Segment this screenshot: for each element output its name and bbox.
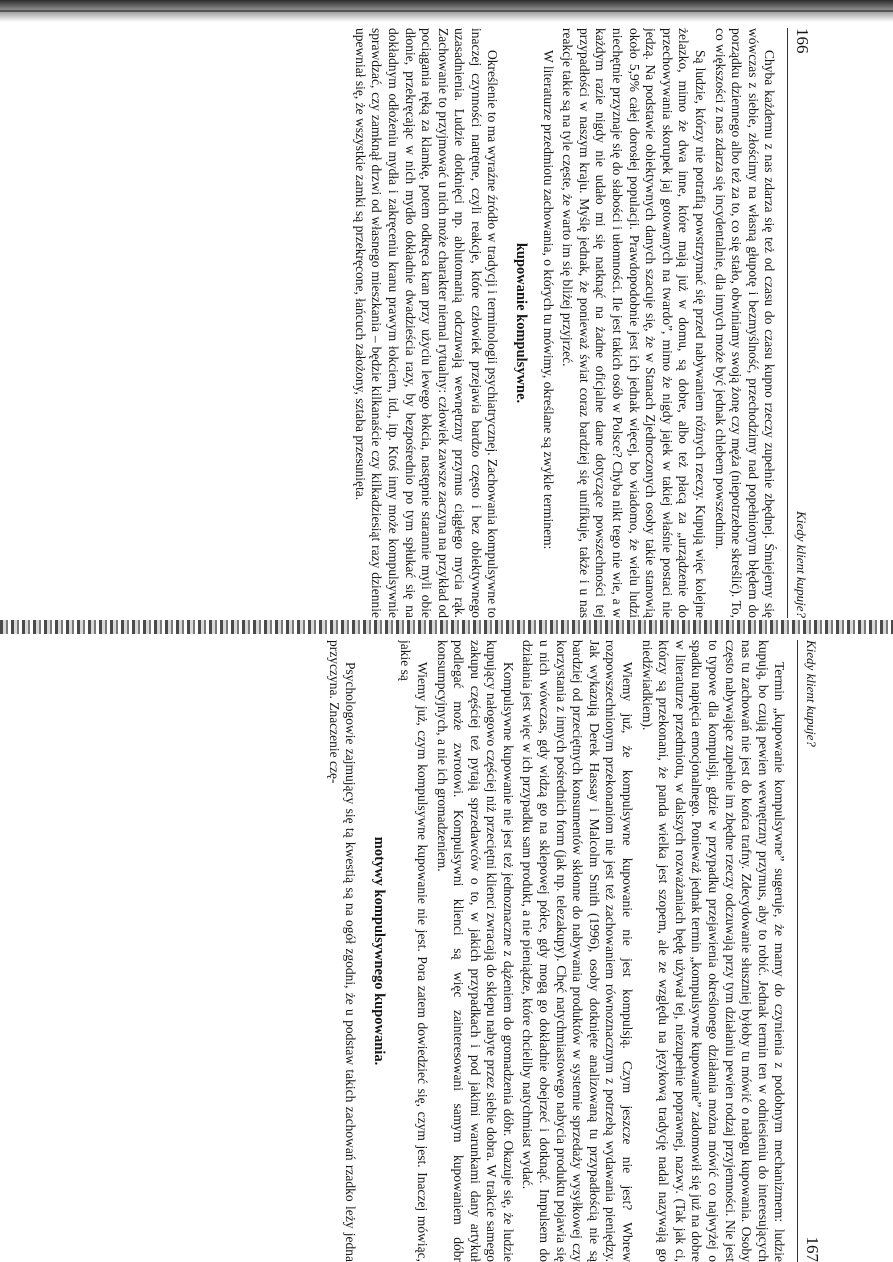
page-number: 166 <box>793 28 812 54</box>
scan-edge-shadow <box>0 0 893 22</box>
paragraph: Chyba każdemu z nas zdarza się też od czasu do czasu kupno rzeczy zupełnie zbędnej. Śmiejemy się wówczas z siebie, złościmy na własną głupotę i bezmyślność, przechodzimy nad popełnionym błędem do porządku dziennego albo też za to, co się stało, obwiniamy swoją żonę czy męża (niepotrzebne skreślić). To, co większości z nas zdarza się incydentalnie, dla innych może być jednak chlebem powszednim. <box>712 28 778 618</box>
paragraph: Psychologowie zajmujący się tą kwestią są na ogół zgodni, że u podstaw takich zachowań rzadko leży jedna przyczyna. Znaczenie czę- <box>326 640 359 1262</box>
page-number: 167 <box>803 1236 822 1262</box>
section-heading: motywy kompulsywnego kupowania. <box>370 836 387 1066</box>
page-166-rotated-content <box>40 28 810 618</box>
paragraph: Kompulsywne kupowanie nie jest też jednoznaczne z dążeniem do gromadzenia dóbr. Okazuje się, że ludzie kupujący nałogowo częściej niż przeciętni klienci zwracają do sklepu nabyte przez siebie dobra. W trakcie samego zakupu częściej też pytają sprzedawców o to, w jakich przypadkach i pod jakimi warunkami dany artykuł podlegać może zwrotowi. Kompulsywni klienci są więc zainteresowani samym kupowaniem dóbr konsumpcyjnych, a nie ich gromadzeniem. <box>434 640 516 1262</box>
page-167 <box>0 640 893 1262</box>
paragraph: Są ludzie, którzy nie potrafią powstrzymać się przed nabywaniem różnych rzeczy. Kupują więc kolejne żelazko, mimo że dwa inne, które mają już w domu, są dobre, albo też płacą za „urządzenie do przechowywania skorupek jaj gotowanych na twardo”, mimo że nigdy jajek w takiej właśnie postaci nie jedzą. Na podstawie obiektywnych danych szacuje się, że w Stanach Zjednoczonych osoby takie stanowią około 5,9% całej dorosłej populacji. Prawdopodobnie jest ich jednak więcej, bo wiadomo, że wielu ludzi niechętnie przyznaje się do słabości i ułomności. Ile jest takich osób w Polsce? Chyba nikt tego nie wie, a w każdym razie nigdy nie udało mi się natknąć na żadne oficjalne dane dotyczące powszechności tej przypadłości w naszym kraju. Myślę jednak, że ponieważ świat coraz bardziej się unifikuje, także i u nas reakcje takie są na tyle częste, że warto im się bliżej przyjrzeć. <box>560 28 709 618</box>
book-spine-gutter <box>0 620 893 634</box>
page-167-rotated-content <box>50 640 820 1262</box>
paragraph: Wiemy już, że kompulsywne kupowanie nie jest kompulsją. Czym jeszcze nie jest? Wbrew rozpowszechnionym przekonaniom nie jest też zachowaniem równoznacznym z potrzebą wydawania pieniędzy. Jak wykazują Derek Hassay i Malcolm Smith (1996), osoby dotknięte analizowaną tu przypadłością nie są bardziej od przeciętnych konsumentów skłonne do nabywania produktów w systemie sprzedaży wysyłkowej czy korzystania z innych pośrednich form (jak np. telezakupy). Chęć natychmiastowego nabycia produktu pojawia się u nich wówczas, gdy widzą go na sklepowej półce, gdy mogą go dokładnie obejrzeć i dotknąć. Impulsem do działania jest więc w ich przypadku sam produkt, a nie pieniądze, które chcieliby natychmiast wydać. <box>520 640 636 1262</box>
page-166 <box>0 28 893 618</box>
section-heading: kupowanie kompulsywne. <box>513 242 530 404</box>
running-header <box>787 28 810 618</box>
running-title: Kiedy klient kupuje? <box>804 640 819 747</box>
paragraph: Termin „kupowanie kompulsywne” sugeruje, że mamy do czynienia z podobnym mechanizmem: ludzie kupują, bo czują pewien wewnętrzny przymus, aby to robić. Jednak termin ten w odniesieniu do interesujących nas tu zachowań nie jest do końca trafny. Zdecydowanie słuszniej byłoby tu mówić o nałogu kupowania. Osoby często nabywające zupełnie im zbędne rzeczy odczuwają przy tym działaniu pewien rodzaj przyjemności. Nie jest to typowe dla kompulsji, gdzie w przypadku przejawienia określonego działania można mówić co najwyżej o spadku napięcia emocjonalnego. Ponieważ jednak termin „kompulsywne kupowanie” zadomowił się już na dobre w literaturze przedmiotu, w dalszych rozważaniach będę używał tej, niezupełnie poprawnej, nazwy. (Tak jak ci, którzy są przekonani, że panda wielka jest szopem, ale ze względu na językową tradycję nadal nazywają go niedźwiadkiem). <box>639 640 788 1262</box>
paragraph: W literaturze przedmiotu zachowania, o których tu mówimy, określane są zwykle terminem: <box>540 50 556 550</box>
running-header <box>797 640 820 1262</box>
running-title: Kiedy klient kupuje? <box>794 511 809 618</box>
paragraph: Określenie to ma wyraźne źródło w tradycji i terminologii psychiatrycznej. Zachowania kompulsywne to inaczej czynności natrętne, czyli reakcje, które człowiek przejawia bardzo często i bez obiektywnego uzasadnienia. Ludzie dotknięci np. ablutomanią odczuwają wewnętrzny przymus ciągłego mycia rąk. Zachowanie to przyjmować u nich może charakter niemal rytualny: człowiek zawsze zaczyna na przykład od pociągania ręką za klamkę, potem odkręca kran przy użyciu lewego łokcia, następnie starannie myli obie dłonie, przekręcając w nich mydło dokładnie dwadzieścia razy, by bezpośrednio po tym spłukać się na dokładnym odłożeniu mydła i zakręceniu kranu prawym łokciem, itd., itp. Ktoś inny może kompulsywnie sprawdzać, czy zamknął drzwi od własnego mieszkania – będzie kilkanaście czy kilkadziesiąt razy dziennie upewniał się, że wszystkie zamki są przekręcone, łańcuch założony, sztaba przesunięta. <box>352 28 501 618</box>
paragraph: Wiemy już, czym kompulsywne kupowanie nie jest. Pora zatem dowiedzieć się, czym jest. Inaczej mówiąc, jakie są <box>398 640 430 1262</box>
